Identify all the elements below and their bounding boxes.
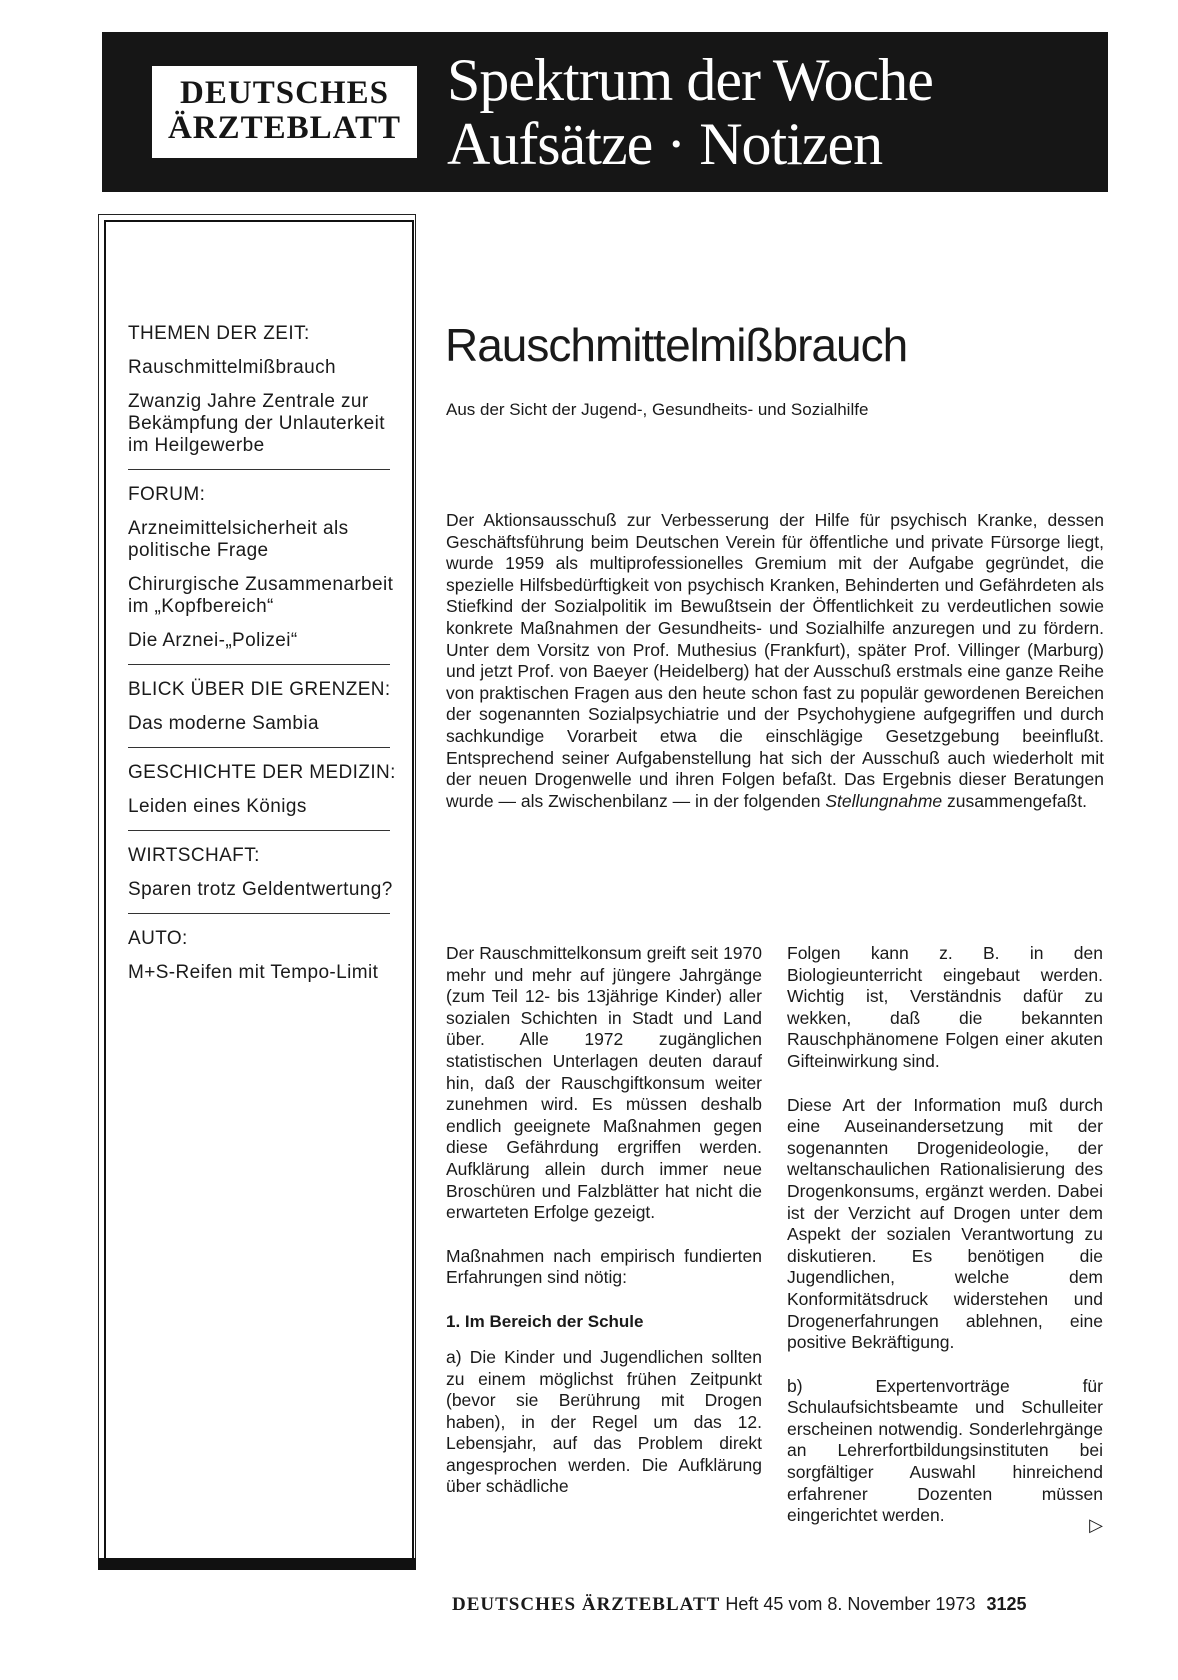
- article-title: Rauschmittelmißbrauch: [445, 319, 908, 371]
- toc-heading: FORUM:: [128, 484, 206, 505]
- section-title-line-1: Spektrum der Woche: [447, 47, 933, 113]
- toc-item[interactable]: Zwanzig Jahre Zentrale zur Bekämpfung der Unlauterkeit im Heilgewerbe: [128, 391, 385, 456]
- body-paragraph: Maßnahmen nach empirisch fundierten Erfahrungen sind nötig:: [446, 1245, 762, 1288]
- body-paragraph: Der Rauschmittelkonsum greift seit 1970 mehr und mehr auf jüngere Jahrgänge (zum Teil 12- bis 13jährige Kinder) aller sozialen Schichten in Stadt und Land über. Alle 1972 zugänglichen statistischen Unterlagen deuten darauf hin, daß der Rauschgiftkonsum weiter zunehmen wird. Es müssen deshalb endlich geeignete Maßnahmen gegen diese Gefährdung ergriffen werden. Aufklärung allein durch immer neue Broschüren und Falzblätter hat nicht die erwarteten Erfolge gezeigt.: [446, 943, 762, 1223]
- continue-arrow-icon: ▷: [1089, 1514, 1103, 1535]
- toc-heading: GESCHICHTE DER MEDIZIN:: [128, 762, 396, 783]
- body-paragraph: a) Die Kinder und Jugendlichen sollten zu einem möglichst frühen Zeitpunkt (bevor sie Berührung mit Drogen haben), in der Regel um das 12. Lebensjahr, auf das Problem direkt angesprochen werden. Die Aufklärung über schädliche: [446, 1346, 762, 1497]
- sidebar-frame-bottom-bar: [98, 1558, 416, 1570]
- body-paragraph: Folgen kann z. B. in den Biologieunterricht eingebaut werden. Wichtig ist, Verständnis dafür zu wekken, daß die bekannten Rauschphänomene Folgen einer akuten Gifteinwirkung sind.: [787, 943, 1103, 1071]
- body-paragraph: Diese Art der Information muß durch eine Auseinandersetzung mit der sogenannten Drogenideologie, der weltanschaulichen Rationalisierung des Drogenkonsums, ergänzt werden. Dabei ist der Verzicht auf Drogen unter dem Aspekt der sozialen Verantwortung zu diskutieren. Es benötigen die Jugendlichen, welche dem Konformitätsdruck widerstehen und Drogenerfahrungen ablehnen, eine positive Bekräftigung.: [787, 1094, 1103, 1353]
- toc-section-wirtschaft: [128, 845, 396, 901]
- body-column-left: [446, 943, 762, 1520]
- toc-heading: THEMEN DER ZEIT:: [128, 323, 310, 344]
- journal-logo: [152, 66, 417, 158]
- masthead: [102, 32, 1108, 192]
- toc-divider: [128, 469, 390, 470]
- toc-item[interactable]: M+S-Reifen mit Tempo-Limit: [128, 962, 379, 983]
- toc-item[interactable]: Das moderne Sambia: [128, 713, 319, 734]
- toc-section-themen: [128, 323, 396, 457]
- toc-section-auto: [128, 928, 396, 984]
- section-heading: 1. Im Bereich der Schule: [446, 1311, 644, 1331]
- toc-divider: [128, 830, 390, 831]
- page-footer: [452, 1592, 1106, 1617]
- body-column-right: [787, 943, 1103, 1537]
- toc-divider: [128, 913, 390, 914]
- logo-line-2: ÄRZTEBLATT: [167, 110, 402, 146]
- logo-line-1: DEUTSCHES: [180, 75, 389, 111]
- toc-item[interactable]: Leiden eines Königs: [128, 796, 307, 817]
- lead-text-end: zusammengefaßt.: [942, 790, 1088, 811]
- toc-item[interactable]: Arzneimittelsicherheit als politische Frage: [128, 518, 349, 561]
- toc-item[interactable]: Die Arznei-„Polizei“: [128, 630, 298, 651]
- footer-issue: Heft 45 vom 8. November 1973: [725, 1594, 976, 1614]
- section-title: [447, 48, 933, 176]
- footer-brand: DEUTSCHES ÄRZTEBLATT: [452, 1594, 721, 1615]
- toc-section-geschichte: [128, 762, 396, 818]
- article-subtitle: Aus der Sicht der Jugend-, Gesundheits- und Sozialhilfe: [446, 400, 869, 419]
- toc-item[interactable]: Rauschmittelmißbrauch: [128, 357, 336, 378]
- toc-item[interactable]: Sparen trotz Geldentwertung?: [128, 879, 393, 900]
- lead-emphasis: Stellungnahme: [825, 790, 943, 811]
- article-lead: [446, 510, 1104, 812]
- toc-section-blick: [128, 679, 396, 735]
- toc-heading: BLICK ÜBER DIE GRENZEN:: [128, 679, 391, 700]
- toc-divider: [128, 747, 390, 748]
- toc-heading: AUTO:: [128, 928, 188, 949]
- toc-item[interactable]: Chirurgische Zusammenarbeit im „Kopfbereich“: [128, 574, 394, 617]
- body-paragraph: b) Expertenvorträge für Schulaufsichtsbeamte und Schulleiter erscheinen notwendig. Sonderlehrgänge an Lehrerfortbildungsinstituten bei sorgfältiger Auswahl hinreichend erfahrener Dozenten müssen eingerichtet werden.: [787, 1375, 1103, 1526]
- page-number: 3125: [986, 1594, 1027, 1614]
- section-title-line-2: Aufsätze · Notizen: [447, 111, 883, 177]
- toc-heading: WIRTSCHAFT:: [128, 845, 260, 866]
- lead-text: Der Aktionsausschuß zur Verbesserung der Hilfe für psychisch Kranke, dessen Geschäftsführung beim Deutschen Verein für öffentliche und private Fürsorge liegt, wurde 1959 als multiprofessionelles Gremium mit der Aufgabe gegründet, die spezielle Hilfsbedürftigkeit von psychisch Kranken, Behinderten und Gefährdeten als Stiefkind der Sozialpolitik im Bewußtsein der Öffentlichkeit zu verdeutlichen sowie konkrete Maßnahmen der Gesundheits- und Sozialhilfe anzuregen und zu fördern. Unter dem Vorsitz von Prof. Muthesius (Frankfurt), später Prof. Villinger (Marburg) und jetzt Prof. von Baeyer (Heidelberg) hat der Ausschuß erstmals eine ganze Reihe von praktischen Fragen aus den heute schon fast zu populär gewordenen Bereichen der sogenannten Sozialpsychiatrie und der Psychohygiene aufgegriffen und durch sachkundige Vorarbeit etwa die einschlägige Gesetzgebung beeinflußt. Entsprechend seiner Aufgabenstellung hat sich der Ausschuß auch wiederholt mit der neuen Drogenwelle und ihren Folgen befaßt. Das Ergebnis dieser Beratungen wurde — als Zwischenbilanz — in der folgenden: [446, 510, 1104, 811]
- table-of-contents: [128, 323, 396, 996]
- toc-section-forum: [128, 484, 396, 652]
- toc-divider: [128, 664, 390, 665]
